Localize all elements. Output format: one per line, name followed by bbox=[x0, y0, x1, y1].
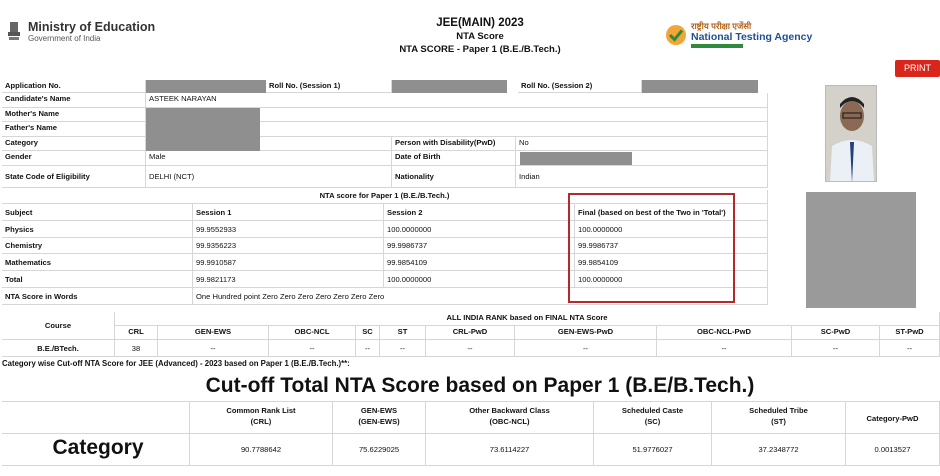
rank-header: CRL-PwD bbox=[426, 326, 515, 340]
score-row-session1: 99.9821173 bbox=[193, 271, 384, 288]
rank-value: -- bbox=[792, 340, 880, 357]
ministry-logo-block bbox=[6, 20, 155, 44]
rank-header: GEN-EWS-PwD bbox=[515, 326, 657, 340]
rank-value: -- bbox=[269, 340, 356, 357]
score-row-subject: Physics bbox=[2, 221, 193, 238]
cutoff-title: Cut-off Total NTA Score based on Paper 1 (B.E/B.Tech.) bbox=[205, 374, 755, 397]
cutoff-caption: Category wise Cut-off NTA Score for JEE (Advanced) - 2023 based on Paper 1 (B.E./B.Tech.)**: bbox=[2, 359, 350, 368]
score-header-subject: Subject bbox=[2, 204, 193, 221]
rank-course-value: B.E./BTech. bbox=[2, 340, 115, 357]
rank-header: OBC-NCL bbox=[269, 326, 356, 340]
cutoff-col-title: Other Backward Class bbox=[469, 406, 550, 415]
score-row-subject: Mathematics bbox=[2, 254, 193, 271]
cutoff-value: 51.9776027 bbox=[594, 434, 712, 466]
nta-name: National Testing Agency bbox=[691, 31, 813, 43]
score-title: NTA Score bbox=[456, 31, 504, 42]
cutoff-col-header bbox=[594, 401, 712, 434]
page-title-block bbox=[340, 17, 620, 56]
government-subtitle: Government of India bbox=[28, 33, 101, 43]
dob-value-redacted bbox=[520, 152, 632, 165]
score-row-subject: Total bbox=[2, 271, 193, 288]
cutoff-value: 73.6114227 bbox=[426, 434, 594, 466]
paper-title: NTA SCORE - Paper 1 (B.E./B.Tech.) bbox=[399, 44, 561, 55]
father-name-rest bbox=[260, 122, 768, 137]
national-emblem-icon bbox=[6, 20, 22, 44]
roll2-value bbox=[642, 80, 758, 93]
father-name-label: Father's Name bbox=[2, 122, 146, 137]
rank-header: SC-PwD bbox=[792, 326, 880, 340]
roll1-value bbox=[392, 80, 507, 93]
nta-logo-block bbox=[665, 21, 812, 48]
score-row-session2: 99.9986737 bbox=[384, 238, 575, 254]
rank-header: GEN-EWS bbox=[158, 326, 269, 340]
cutoff-col-header bbox=[712, 401, 846, 434]
final-score-highlight bbox=[568, 193, 735, 303]
rank-title: ALL INDIA RANK based on FINAL NTA Score bbox=[115, 312, 940, 326]
exam-title: JEE(MAIN) 2023 bbox=[436, 17, 524, 29]
application-no-value bbox=[146, 80, 266, 93]
check-circle-icon bbox=[665, 24, 687, 46]
ministry-title: Ministry of Education bbox=[28, 19, 156, 34]
cutoff-col-header bbox=[333, 401, 426, 434]
score-header-final: Final (based on best of the Two in 'Total') bbox=[575, 204, 768, 221]
category-value bbox=[146, 137, 260, 151]
roll1-label: Roll No. (Session 1) bbox=[266, 80, 392, 93]
score-words-label: NTA Score in Words bbox=[2, 288, 193, 305]
rank-value: -- bbox=[657, 340, 792, 357]
cutoff-value: 90.7788642 bbox=[190, 434, 333, 466]
gender-label: Gender bbox=[2, 151, 146, 166]
cutoff-value: 75.6229025 bbox=[333, 434, 426, 466]
dob-label: Date of Birth bbox=[392, 151, 516, 166]
nta-hindi-name: राष्ट्रीय परीक्षा एजेंसी bbox=[691, 21, 752, 31]
candidate-photo bbox=[825, 85, 877, 182]
signature-redacted bbox=[806, 192, 916, 308]
rank-header: SC bbox=[356, 326, 380, 340]
candidate-name-label: Candidate's Name bbox=[2, 93, 146, 108]
cutoff-col-title: Scheduled Caste bbox=[621, 406, 684, 415]
cutoff-value: 37.2348772 bbox=[712, 434, 846, 466]
mother-name-rest bbox=[260, 108, 768, 122]
cutoff-col-title: Category-PwD bbox=[866, 414, 919, 423]
category-label: Category bbox=[2, 137, 146, 151]
mother-name-label: Mother's Name bbox=[2, 108, 146, 122]
nationality-value: Indian bbox=[516, 166, 768, 188]
nationality-label: Nationality bbox=[392, 166, 516, 188]
score-row-session1: 99.9910587 bbox=[193, 254, 384, 271]
rank-value: -- bbox=[380, 340, 426, 357]
cutoff-category-label: Category bbox=[52, 436, 144, 459]
cutoff-col-title: GEN-EWS bbox=[360, 406, 398, 415]
score-row-session2: 100.0000000 bbox=[384, 221, 575, 238]
rank-value: -- bbox=[356, 340, 380, 357]
score-row-final: 100.0000000 bbox=[575, 271, 768, 288]
rank-value: -- bbox=[426, 340, 515, 357]
person-photo-icon bbox=[826, 86, 877, 182]
rank-header: ST-PwD bbox=[880, 326, 940, 340]
candidate-name-value: ASTEEK NARAYAN bbox=[146, 93, 768, 108]
rank-header: CRL bbox=[115, 326, 158, 340]
score-row-final: 99.9854109 bbox=[575, 254, 768, 271]
score-row-final: 100.0000000 bbox=[575, 221, 768, 238]
rank-header: ST bbox=[380, 326, 426, 340]
score-row-session2: 99.9854109 bbox=[384, 254, 575, 271]
application-no-label: Application No. bbox=[2, 80, 146, 93]
cutoff-corner bbox=[2, 401, 190, 434]
cutoff-col-title: Common Rank List bbox=[226, 406, 296, 415]
cutoff-col-code: (GEN-EWS) bbox=[358, 417, 400, 426]
state-code-label: State Code of Eligibility bbox=[2, 166, 146, 188]
cutoff-col-title: Scheduled Tribe bbox=[749, 406, 808, 415]
pwd-value: No bbox=[516, 137, 768, 151]
cutoff-col-header bbox=[846, 401, 940, 434]
cutoff-value: 0.0013527 bbox=[846, 434, 940, 466]
category-spacer bbox=[260, 137, 392, 151]
cutoff-col-code: (ST) bbox=[771, 417, 786, 426]
cutoff-col-header bbox=[190, 401, 333, 434]
mother-father-name-value bbox=[146, 108, 260, 137]
score-header-session2: Session 2 bbox=[384, 204, 575, 221]
rank-value: -- bbox=[880, 340, 940, 357]
score-section-title: NTA score for Paper 1 (B.E./B.Tech.) bbox=[2, 190, 768, 204]
score-row-session1: 99.9356223 bbox=[193, 238, 384, 254]
rank-course-label: Course bbox=[2, 312, 115, 340]
score-row-session2: 100.0000000 bbox=[384, 271, 575, 288]
cutoff-col-code: (OBC-NCL) bbox=[489, 417, 530, 426]
pwd-label: Person with Disability(PwD) bbox=[392, 137, 516, 151]
score-header-session1: Session 1 bbox=[193, 204, 384, 221]
rank-value: 38 bbox=[115, 340, 158, 357]
cutoff-col-code: (SC) bbox=[644, 417, 661, 426]
rank-value: -- bbox=[515, 340, 657, 357]
roll2-label: Roll No. (Session 2) bbox=[518, 80, 642, 93]
cutoff-col-code: (CRL) bbox=[250, 417, 272, 426]
rank-header: OBC-NCL-PwD bbox=[657, 326, 792, 340]
score-row-subject: Chemistry bbox=[2, 238, 193, 254]
nta-tagline-strip bbox=[691, 44, 743, 48]
print-button[interactable]: PRINT bbox=[895, 60, 940, 77]
score-row-session1: 99.9552933 bbox=[193, 221, 384, 238]
score-row-final: 99.9986737 bbox=[575, 238, 768, 254]
cutoff-col-header bbox=[426, 401, 594, 434]
score-words-value: One Hundred point Zero Zero Zero Zero Zero Zero Zero bbox=[193, 288, 768, 305]
gender-value: Male bbox=[146, 151, 392, 166]
state-code-value: DELHI (NCT) bbox=[146, 166, 392, 188]
rank-value: -- bbox=[158, 340, 269, 357]
